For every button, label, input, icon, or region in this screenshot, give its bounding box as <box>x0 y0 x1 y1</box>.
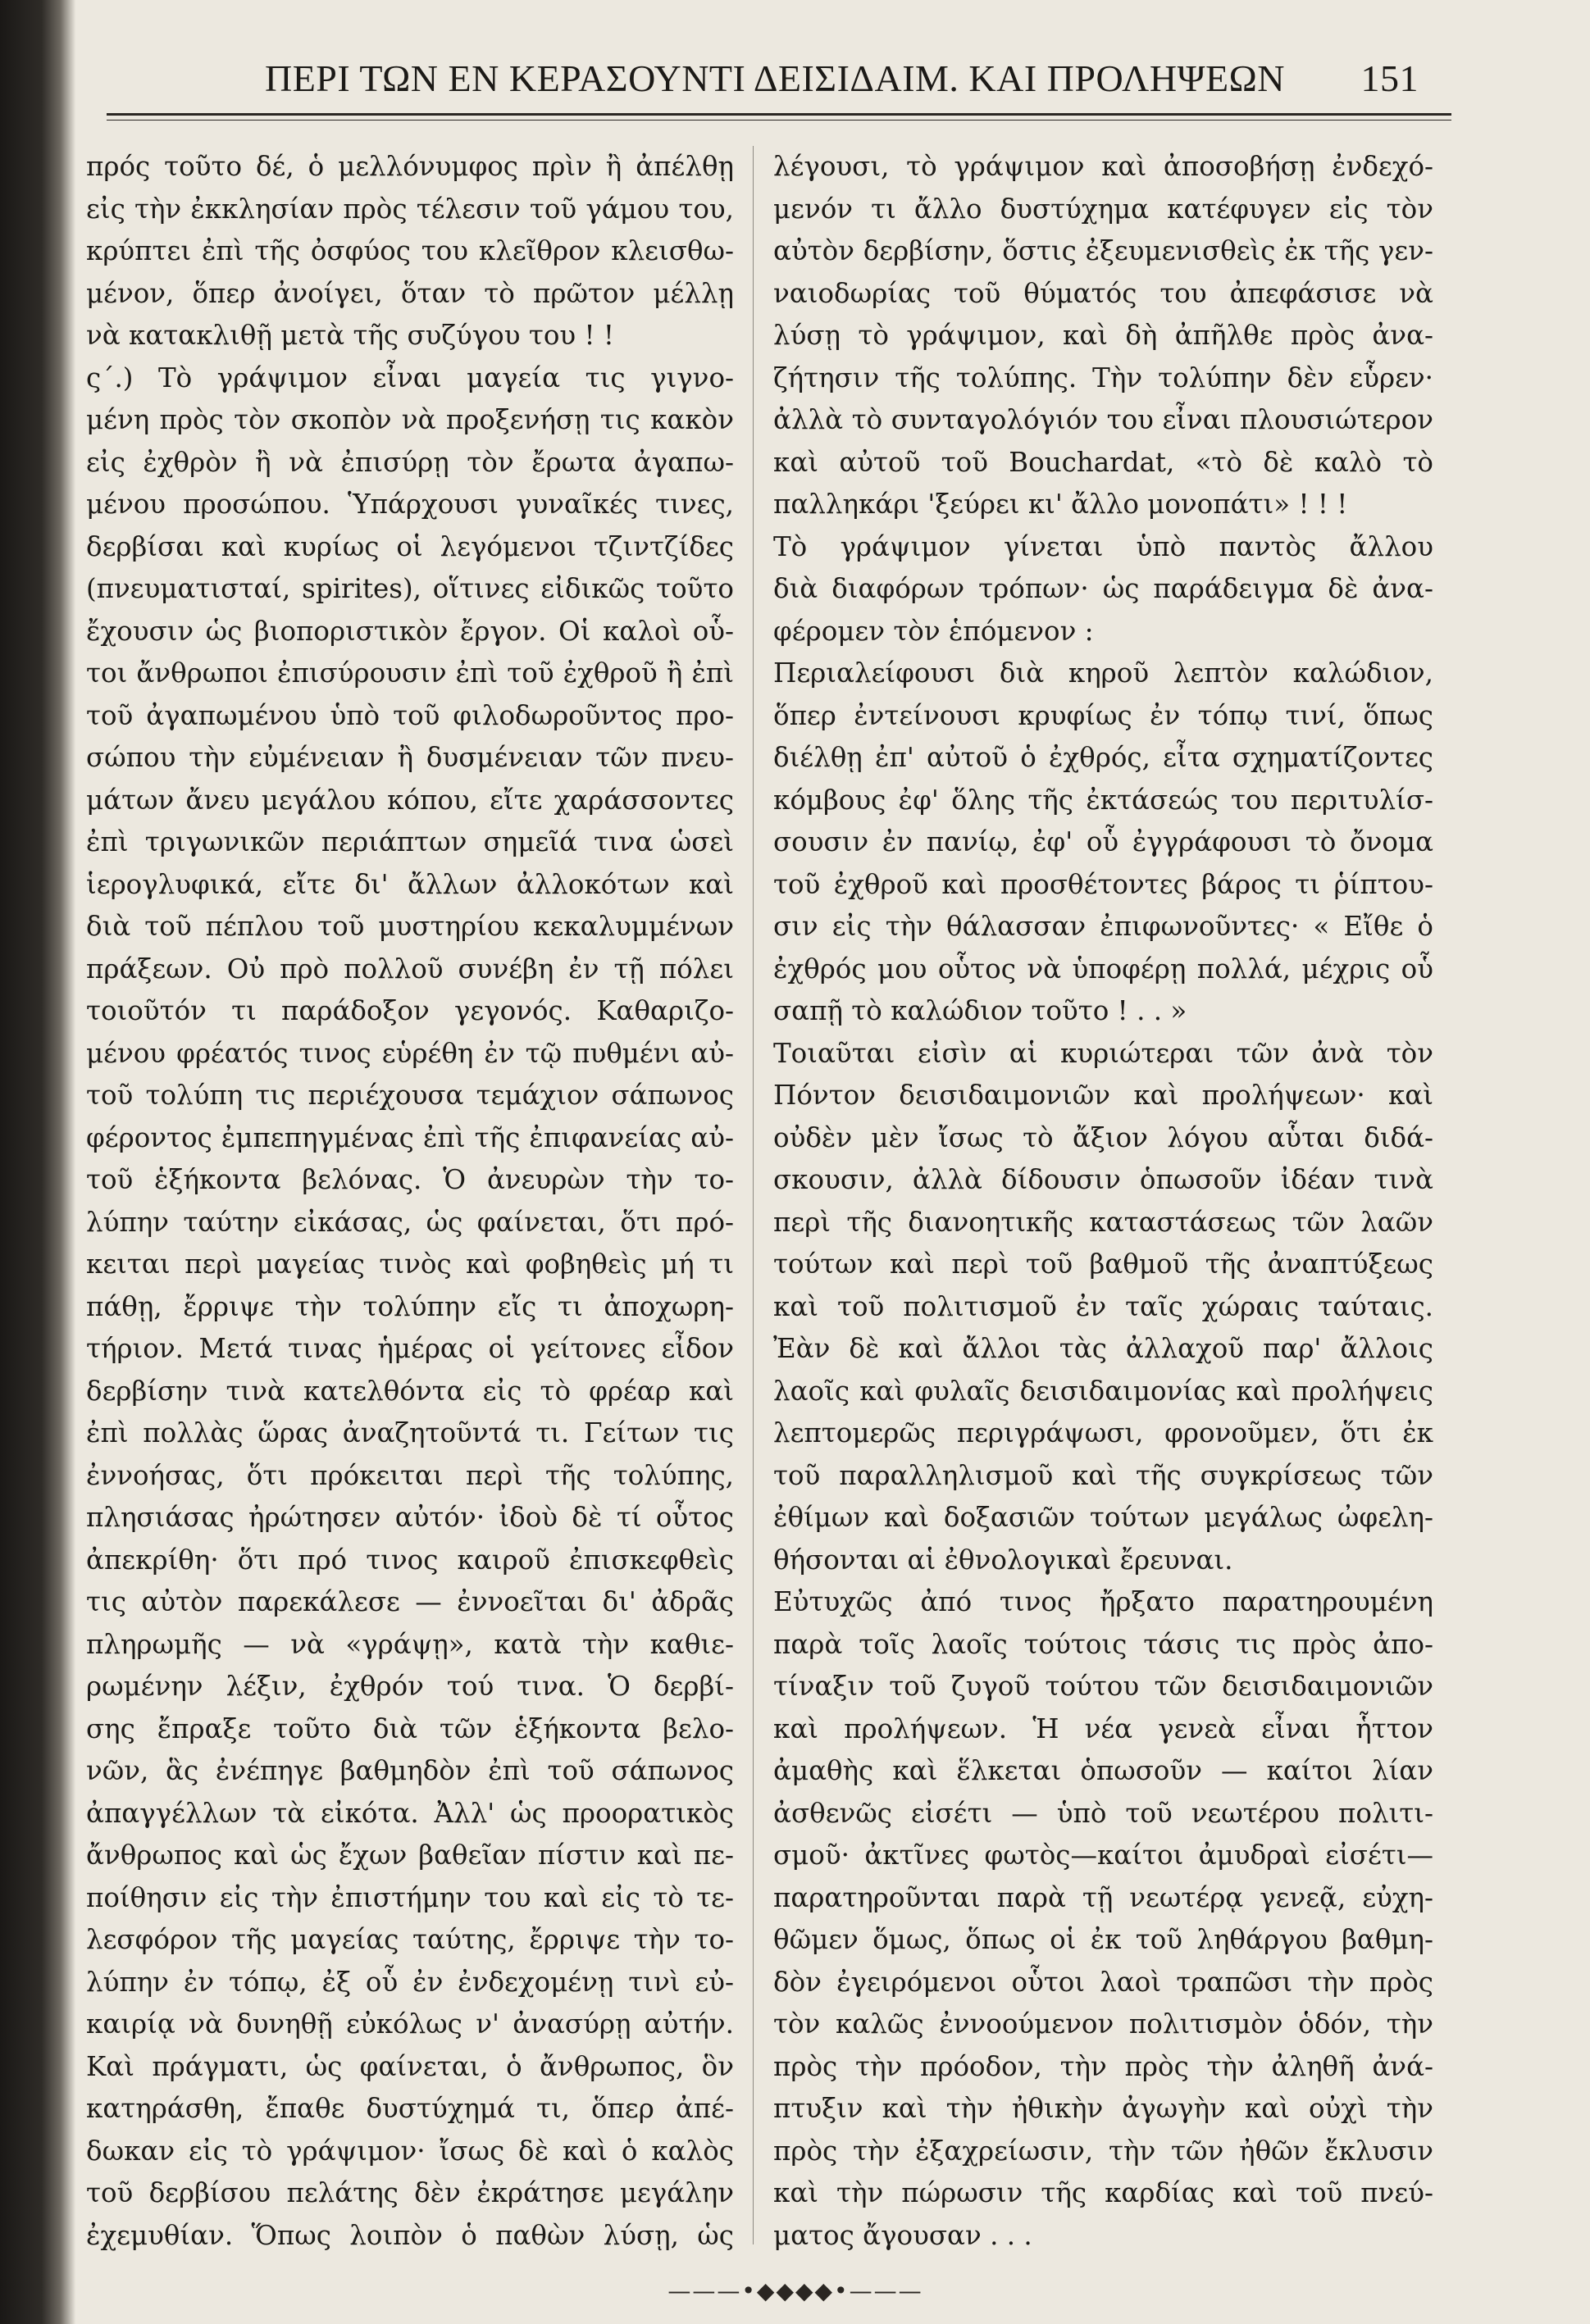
text-line: ἀμαθὴς καὶ ἕλκεται ὁπωσοῦν — καίτοι λίαν <box>773 1755 1433 1786</box>
text-line: λεσφόρον τῆς μαγείας ταύτης, ἔρριψε τὴν το- <box>86 1924 734 1955</box>
text-line: τήριον. Μετά τινας ἡμέρας οἱ γείτονες εἶδον <box>86 1333 734 1364</box>
text-line: πλησιάσας ἠρώτησεν αὐτόν· ἰδοὺ δὲ τί οὗτος <box>86 1502 734 1533</box>
text-line: λύπην ταύτην εἰκάσας, ὡς φαίνεται, ὅτι πρό- <box>86 1206 734 1238</box>
text-line: κόμβους ἐφ' ὅλης τῆς ἐκτάσεώς του περιτυλίσ- <box>773 784 1433 816</box>
text-line: ἐπὶ τριγωνικῶν περιάπτων σημεῖά τινα ὡσεὶ <box>86 826 734 857</box>
text-line: σης ἔπραξε τοῦτο διὰ τῶν ἑξήκοντα βελο- <box>86 1712 734 1744</box>
text-line: τοῦ ἐχθροῦ καὶ προσθέτοντες βάρος τι ῥίπτου- <box>773 868 1433 900</box>
text-line: φέροντος ἐμπεπηγμένας ἐπὶ τῆς ἐπιφανείας αὐ- <box>86 1121 734 1153</box>
text-line: πτυξιν καὶ τὴν ἠθικὴν ἀγωγὴν καὶ οὐχὶ τὴν <box>773 2093 1433 2124</box>
text-line: καιρίᾳ νὰ δυνηθῇ εὐκόλως ν' ἀνασύρῃ αὐτήν. <box>86 2008 734 2040</box>
text-line: Τοιαῦται εἰσὶν αἱ κυριώτεραι τῶν ἀνὰ τὸν <box>773 1037 1433 1069</box>
text-line: τοῦ τολύπη τις περιέχουσα τεμάχιον σάπωνος <box>86 1080 734 1111</box>
text-line: ρωμένην λέξιν, ἐχθρόν τού τινα. Ὁ δερβί- <box>86 1671 734 1702</box>
text-line: ἐχθρός μου οὗτος νὰ ὑποφέρῃ πολλά, μέχρις οὗ <box>773 953 1433 985</box>
text-line: ἐπὶ πολλὰς ὥρας ἀναζητοῦντά τι. Γείτων τις <box>86 1417 734 1449</box>
text-line: τοῦ παραλληλισμοῦ καὶ τῆς συγκρίσεως τῶν <box>773 1459 1433 1491</box>
text-line: πληρωμῆς — νὰ «γράψῃ», κατὰ τὴν καθιε- <box>86 1628 734 1660</box>
text-line: ἔχουσιν ὡς βιοποριστικὸν ἔργον. Οἱ καλοὶ οὗ- <box>86 615 734 647</box>
text-line: ὅπερ ἐντείνουσι κρυφίως ἐν τόπῳ τινί, ὅπως <box>773 699 1433 731</box>
header-rule-thin <box>107 120 1451 121</box>
text-line: κρύπτει ἐπὶ τῆς ὀσφύος του κλεῖθρον κλεισθω- <box>86 235 734 266</box>
text-line: μένου προσώπου. Ὑπάρχουσι γυναῖκές τινες, <box>86 489 734 520</box>
text-line: μενόν τι ἄλλο δυστύχημα κατέφυγεν εἰς τὸν <box>773 193 1433 225</box>
text-line: τοῦ ἀγαπωμένου ὑπὸ τοῦ φιλοδωροῦντος προ- <box>86 699 734 731</box>
text-line: τούτων καὶ περὶ τοῦ βαθμοῦ τῆς ἀναπτύξεως <box>773 1248 1433 1280</box>
text-line: σιν εἰς τὴν θάλασσαν ἐπιφωνοῦντες· « Εἴθε ὁ <box>773 911 1433 942</box>
text-line: ἀσθενῶς εἰσέτι — ὑπὸ τοῦ νεωτέρου πολιτι- <box>773 1797 1433 1829</box>
running-head-title: ΠΕΡΙ ΤΩΝ ΕΝ ΚΕΡΑΣΟΥΝΤΙ ΔΕΙΣΙΔΑΙΜ. ΚΑΙ ΠΡΟΛΗΨΕΩΝ <box>264 57 1286 99</box>
text-line: ποίθησιν εἰς τὴν ἐπιστήμην του καὶ εἰς τὸ τε- <box>86 1881 734 1913</box>
text-line: σμοῦ· ἀκτῖνες φωτὸς—καίτοι ἀμυδραὶ εἰσέτι— <box>773 1840 1433 1871</box>
text-line: τις αὐτὸν παρεκάλεσε — ἐννοεῖται δι' ἀδρᾶς <box>86 1586 734 1617</box>
text-line: διὰ διαφόρων τρόπων· ὡς παράδειγμα δὲ ἀνα- <box>773 573 1433 604</box>
text-line: ἱερογλυφικά, εἴτε δι' ἄλλων ἀλλοκότων καὶ <box>86 868 734 900</box>
text-line: Περιαλείφουσι διὰ κηροῦ λεπτὸν καλώδιον, <box>773 657 1433 689</box>
text-line: παρατηροῦνται παρὰ τῇ νεωτέρᾳ γενεᾷ, εὐχη- <box>773 1881 1433 1913</box>
text-line: τὸν καλῶς ἐννοούμενον πολιτισμὸν ὁδόν, τὴν <box>773 2008 1433 2040</box>
text-line: τοιοῦτόν τι παράδοξον γεγονός. Καθαριζο- <box>86 995 734 1026</box>
text-line: πρός τοῦτο δέ, ὁ μελλόνυμφος πρὶν ἢ ἀπέλθῃ <box>86 151 734 182</box>
text-line: λέγουσι, τὸ γράψιμον καὶ ἀποσοβήσῃ ἐνδεχό- <box>773 151 1433 182</box>
text-line: εἰς ἐχθρὸν ἢ νὰ ἐπισύρῃ τὸν ἔρωτα ἀγαπω- <box>86 446 734 478</box>
text-line: ἀπαγγέλλων τὰ εἰκότα. Ἀλλ' ὡς προορατικὸς <box>86 1797 734 1829</box>
text-line: Εὐτυχῶς ἀπό τινος ἤρξατο παρατηρουμένη <box>773 1586 1433 1617</box>
text-line: Τὸ γράψιμον γίνεται ὑπὸ παντὸς ἄλλου <box>773 530 1433 562</box>
text-line: μένον, ὅπερ ἀνοίγει, ὅταν τὸ πρῶτον μέλλῃ <box>86 277 734 309</box>
text-line: μένη πρὸς τὸν σκοπὸν νὰ προξενήσῃ τις κακὸν <box>86 404 734 435</box>
text-line: Πόντον δεισιδαιμονιῶν καὶ προλήψεων· καὶ <box>773 1080 1433 1111</box>
book-binding-shadow <box>0 0 75 2324</box>
text-line: ἀπεκρίθη· ὅτι πρό τινος καιροῦ ἐπισκεφθεὶς <box>86 1544 734 1576</box>
text-line: ζήτησιν τῆς τολύπης. Τὴν τολύπην δὲν εὗρεν· <box>773 362 1433 393</box>
text-line: πράξεων. Οὐ πρὸ πολλοῦ συνέβη ἐν τῇ πόλει <box>86 953 734 985</box>
text-line: εἰς τὴν ἐκκλησίαν πρὸς τέλεσιν τοῦ γάμου του, <box>86 193 734 225</box>
text-line: διέλθῃ ἐπ' αὐτοῦ ὁ ἐχθρός, εἶτα σχηματίζοντες <box>773 742 1433 773</box>
text-line: τοῦ δερβίσου πελάτης δὲν ἐκράτησε μεγάλην <box>86 2177 734 2208</box>
text-line: τίναξιν τοῦ ζυγοῦ τούτου τῶν δεισιδαιμονιῶν <box>773 1671 1433 1702</box>
text-line: Ἐὰν δὲ καὶ ἄλλοι τὰς ἀλλαχοῦ παρ' ἄλλοις <box>773 1333 1433 1364</box>
text-line: τοι ἄνθρωποι ἐπισύρουσιν ἐπὶ τοῦ ἐχθροῦ ἢ ἐπὶ <box>86 657 734 689</box>
text-line: καὶ τοῦ πολιτισμοῦ ἐν ταῖς χώραις ταύταις. <box>773 1290 1433 1322</box>
text-line: ἐθίμων καὶ δοξασιῶν τούτων μεγάλως ὠφελη- <box>773 1502 1433 1533</box>
page-number: 151 <box>1360 57 1419 99</box>
text-line: (πνευματισταί, spirites), οἵτινες εἰδικῶς τοῦτο <box>86 573 734 604</box>
right-text-column <box>773 146 1433 2251</box>
text-line: αὐτὸν δερβίσην, ὅστις ἐξευμενισθεὶς ἐκ τῆς γεν- <box>773 235 1433 266</box>
text-line: περὶ τῆς διανοητικῆς καταστάσεως τῶν λαῶν <box>773 1206 1433 1238</box>
text-line: ναιοδωρίας τοῦ θύματός του ἀπεφάσισε νὰ <box>773 277 1433 309</box>
text-line: λεπτομερῶς περιγράψωσι, φρονοῦμεν, ὅτι ἐκ <box>773 1417 1433 1449</box>
text-line: πρὸς τὴν ἐξαχρείωσιν, τὴν τῶν ἠθῶν ἔκλυσιν <box>773 2135 1433 2167</box>
text-line: λύπην ἐν τόπῳ, ἐξ οὗ ἐν ἐνδεχομένῃ τινὶ εὐ- <box>86 1966 734 1998</box>
text-line: σουσιν ἐν πανίῳ, ἐφ' οὗ ἐγγράφουσι τὸ ὄνομα <box>773 826 1433 857</box>
text-line: λύσῃ τὸ γράψιμον, καὶ δὴ ἀπῆλθε πρὸς ἀνα- <box>773 320 1433 351</box>
text-line: λαοῖς καὶ φυλαῖς δεισιδαιμονίας καὶ προλήψεις <box>773 1375 1433 1407</box>
text-line: Καὶ πράγματι, ὡς φαίνεται, ὁ ἄνθρωπος, ὃν <box>86 2050 734 2082</box>
text-line: κατηράσθη, ἔπαθε δυστύχημά τι, ὅπερ ἀπέ- <box>86 2093 734 2124</box>
text-line: θῶμεν ὅμως, ὅπως οἱ ἐκ τοῦ ληθάργου βαθμη- <box>773 1924 1433 1955</box>
text-line: καὶ αὐτοῦ τοῦ Bouchardat, «τὸ δὲ καλὸ τὸ <box>773 446 1433 478</box>
running-head <box>221 49 1419 107</box>
text-line: δὸν ἐγειρόμενοι οὗτοι λαοὶ τραπῶσι τὴν πρὸς <box>773 1966 1433 1998</box>
text-line: δερβίσαι καὶ κυρίως οἱ λεγόμενοι τζιντζίδες <box>86 530 734 562</box>
text-line: παλληκάρι 'ξεύρει κι' ἄλλο μονοπάτι» ! ! ! <box>773 489 1348 520</box>
text-line: μένου φρέατός τινος εὑρέθη ἐν τῷ πυθμένι αὐ- <box>86 1037 734 1069</box>
text-line: δερβίσην τινὰ κατελθόντα εἰς τὸ φρέαρ καὶ <box>86 1375 734 1407</box>
text-line: πάθῃ, ἔρριψε τὴν τολύπην εἴς τι ἀποχωρη- <box>86 1290 734 1322</box>
text-line: ἐννοήσας, ὅτι πρόκειται περὶ τῆς τολύπης, <box>86 1459 734 1491</box>
column-divider <box>753 146 754 2244</box>
text-line: νὰ κατακλιθῇ μετὰ τῆς συζύγου του ! ! <box>86 320 614 351</box>
text-line: μάτων ἄνευ μεγάλου κόπου, εἴτε χαράσσοντες <box>86 784 734 816</box>
text-line: οὐδὲν μὲν ἴσως τὸ ἄξιον λόγου αὗται διδά- <box>773 1121 1433 1153</box>
text-line: σώπου τὴν εὐμένειαν ἢ δυσμένειαν τῶν πνευ- <box>86 742 734 773</box>
text-line: ς΄.) Τὸ γράψιμον εἶναι μαγεία τις γιγνο- <box>86 362 734 393</box>
end-ornament: ———•◆◆◆◆•——— <box>667 2277 923 2304</box>
text-line: καὶ προλήψεων. Ἡ νέα γενεὰ εἶναι ἧττον <box>773 1712 1433 1744</box>
header-rule <box>107 113 1451 116</box>
text-line: κειται περὶ μαγείας τινὸς καὶ φοβηθεὶς μή τι <box>86 1248 734 1280</box>
text-line: ἀλλὰ τὸ συνταγολόγιόν του εἶναι πλουσιώτερον <box>773 404 1433 435</box>
text-line: σκουσιν, ἀλλὰ δίδουσιν ὁπωσοῦν ἰδέαν τινὰ <box>773 1164 1433 1195</box>
text-line: ματος ἄγουσαν . . . <box>773 2219 1032 2251</box>
text-line: δωκαν εἰς τὸ γράψιμον· ἴσως δὲ καὶ ὁ καλὸς <box>86 2135 734 2167</box>
text-line: πρὸς τὴν πρόοδον, τὴν πρὸς τὴν ἀληθῆ ἀνά- <box>773 2050 1433 2082</box>
text-line: παρὰ τοῖς λαοῖς τούτοις τάσις τις πρὸς ἀπο- <box>773 1628 1433 1660</box>
text-line: διὰ τοῦ πέπλου τοῦ μυστηρίου κεκαλυμμένων <box>86 911 734 942</box>
left-text-column <box>86 146 734 2251</box>
text-line: σαπῇ τὸ καλώδιον τοῦτο ! . . » <box>773 995 1187 1026</box>
text-line: τοῦ ἑξήκοντα βελόνας. Ὁ ἀνευρὼν τὴν το- <box>86 1164 734 1195</box>
text-line: θήσονται αἱ ἐθνολογικαὶ ἔρευναι. <box>773 1544 1233 1576</box>
text-line: ἄνθρωπος καὶ ὡς ἔχων βαθεῖαν πίστιν καὶ πε- <box>86 1840 734 1871</box>
text-line: καὶ τὴν πώρωσιν τῆς καρδίας καὶ τοῦ πνεύ- <box>773 2177 1433 2208</box>
text-line: ἐχεμυθίαν. Ὅπως λοιπὸν ὁ παθὼν λύσῃ, ὡς <box>86 2219 734 2251</box>
text-line: νῶν, ἃς ἐνέπηγε βαθμηδὸν ἐπὶ τοῦ σάπωνος <box>86 1755 734 1786</box>
text-line: φέρομεν τὸν ἑπόμενον : <box>773 615 1094 647</box>
